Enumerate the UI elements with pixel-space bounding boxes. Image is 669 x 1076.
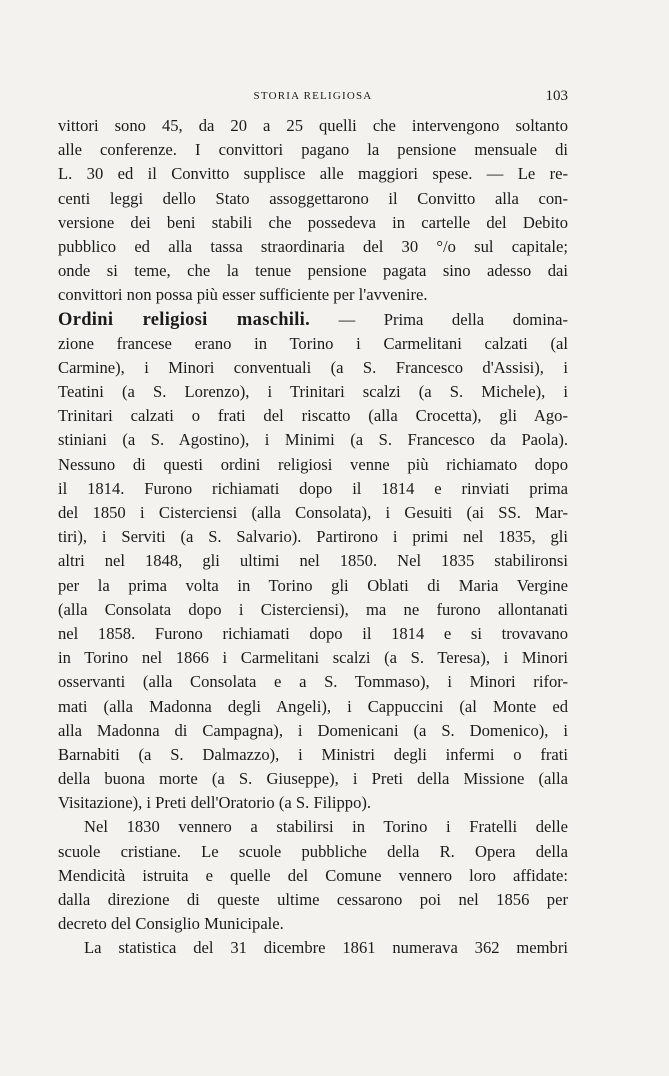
- text-line: Teatini (a S. Lorenzo), i Trinitari scalzi (a S. Michele), i: [58, 382, 568, 402]
- text-line: convittori non possa più esser sufficiente per l'avvenire.: [58, 285, 428, 305]
- text-line: L. 30 ed il Convitto supplisce alle maggiori spese. — Le re-: [58, 164, 568, 184]
- text-line: osservanti (alla Consolata e a S. Tommaso), i Minori rifor-: [58, 672, 568, 692]
- section-heading-line: [58, 308, 568, 332]
- text-line: Nel 1830 vennero a stabilirsi in Torino i Fratelli delle: [84, 817, 568, 837]
- text-line: il 1814. Furono richiamati dopo il 1814 e rinviati prima: [58, 478, 568, 498]
- text-line: tiri), i Serviti (a S. Salvario). Partirono i primi nel 1835, gli: [58, 527, 568, 547]
- text-line: dalla direzione di queste ultime cessarono poi nel 1856 per: [58, 890, 568, 909]
- text-line: nel 1858. Furono richiamati dopo il 1814 e si trovavano: [58, 623, 568, 643]
- text-line: altri nel 1848, gli ultimi nel 1850. Nel 1835 stabilironsi: [58, 551, 568, 571]
- text-line: (alla Consolata dopo i Cisterciensi), ma ne furono allontanati: [58, 599, 568, 619]
- text-line: zione francese erano in Torino i Carmelitani calzati (al: [58, 333, 568, 353]
- text-line: della buona morte (a S. Giuseppe), i Preti della Missione (alla: [58, 769, 568, 789]
- section-heading-continuation: — Prima della domina-: [338, 309, 568, 329]
- page-number: 103: [545, 88, 568, 104]
- text-line: pubblico ed alla tassa straordinaria del 30 °/o sul capitale;: [58, 236, 568, 256]
- text-line: La statistica del 31 dicembre 1861 numerava 362 membri: [84, 938, 568, 958]
- text-line: alle conferenze. I convittori pagano la pensione mensuale di: [58, 140, 568, 160]
- text-line: stiniani (a S. Agostino), i Minimi (a S. Francesco da Paola).: [58, 430, 568, 450]
- running-title: STORIA RELIGIOSA: [253, 90, 373, 102]
- text-line: scuole cristiane. Le scuole pubbliche della R. Opera della: [58, 841, 568, 861]
- text-line: mati (alla Madonna degli Angeli), i Cappuccini (al Monte ed: [58, 696, 568, 716]
- text-line: Carmine), i Minori conventuali (a S. Francesco d'Assisi), i: [58, 357, 568, 377]
- body-text: [58, 114, 568, 961]
- page-header: [58, 88, 568, 108]
- text-line: Trinitari calzati o frati del riscatto (alla Crocetta), gli Ago-: [58, 406, 568, 426]
- text-line: decreto del Consiglio Municipale.: [58, 914, 284, 934]
- text-line: onde si teme, che la tenue pensione pagata sino adesso dai: [58, 261, 568, 281]
- text-line: Visitazione), i Preti dell'Oratorio (a S. Filippo).: [58, 793, 372, 813]
- text-line: vittori sono 45, da 20 a 25 quelli che intervengono soltanto: [58, 116, 568, 135]
- text-line: Barnabiti (a S. Dalmazzo), i Ministri degli infermi o frati: [58, 744, 568, 764]
- text-line: Nessuno di questi ordini religiosi venne più richiamato dopo: [58, 454, 568, 474]
- text-line: per la prima volta in Torino gli Oblati di Maria Vergine: [58, 575, 568, 595]
- text-line: versione dei beni stabili che possedeva in cartelle del Debito: [58, 212, 568, 232]
- text-line: del 1850 i Cisterciensi (alla Consolata), i Gesuiti (ai SS. Mar-: [58, 503, 568, 522]
- text-line: in Torino nel 1866 i Carmelitani scalzi (a S. Teresa), i Minori: [58, 648, 568, 668]
- text-line: centi leggi dello Stato assoggettarono il Convitto alla con-: [58, 188, 568, 208]
- text-line: alla Madonna di Campagna), i Domenicani (a S. Domenico), i: [58, 720, 568, 740]
- section-heading: Ordini religiosi maschili.: [58, 309, 311, 330]
- text-line: Mendicità istruita e quelle del Comune vennero loro affidate:: [58, 865, 568, 885]
